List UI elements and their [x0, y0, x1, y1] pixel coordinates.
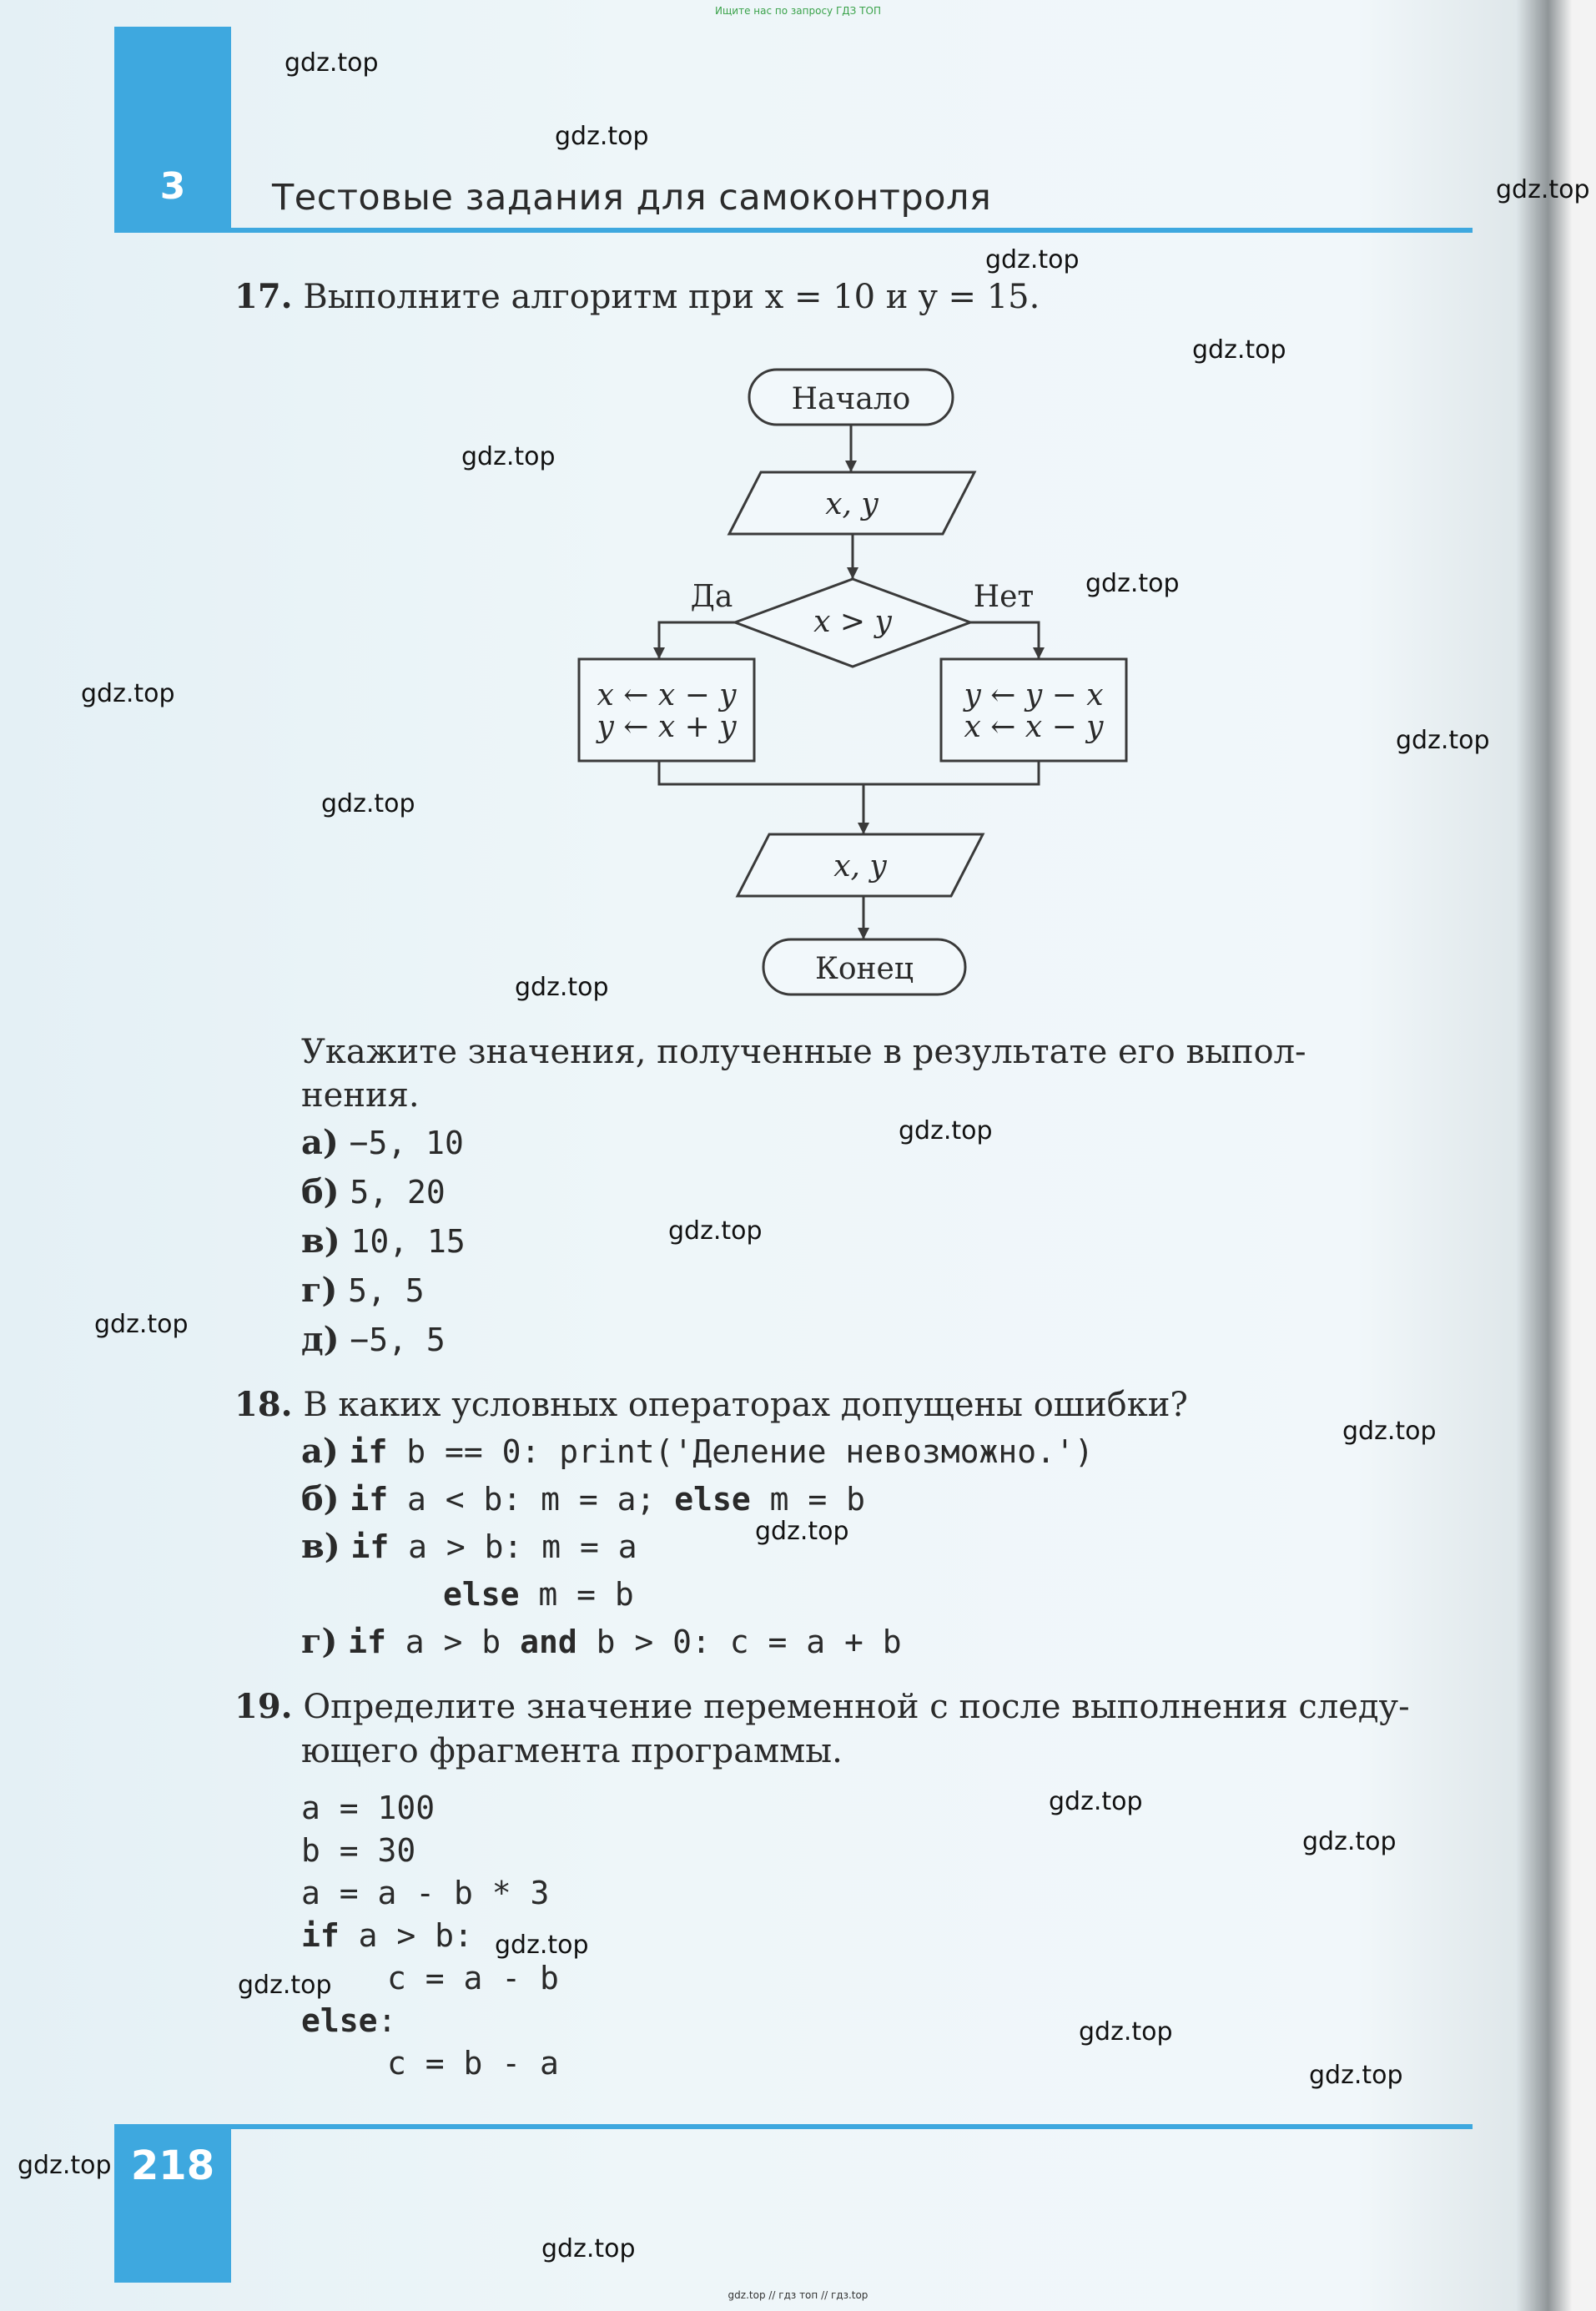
q18-heading — [234, 1385, 1188, 1425]
code-line: if a > b: — [301, 1917, 473, 1954]
option-value: 5, 5 — [348, 1272, 425, 1309]
watermark: gdz.top — [668, 1216, 763, 1246]
flowchart-condition-label: x > y — [813, 605, 892, 639]
option-letter: г) — [301, 1271, 338, 1310]
watermark: gdz.top — [238, 1971, 332, 2000]
q19-number: 19. — [234, 1687, 293, 1726]
q18-option-c-else — [443, 1574, 634, 1614]
watermark: gdz.top — [1496, 175, 1590, 204]
watermark: gdz.top — [555, 122, 649, 151]
code: if a > b: m = a — [350, 1528, 637, 1565]
code: else m = b — [443, 1576, 634, 1613]
watermark: gdz.top — [1302, 1827, 1397, 1856]
q17-option-e — [301, 1320, 446, 1360]
watermark: gdz.top — [321, 789, 415, 818]
option-value: 10, 15 — [350, 1223, 466, 1260]
q17-prompt-line1: Укажите значения, полученные в результате его выпол- — [301, 1033, 1307, 1071]
flowchart-end-label: Конец — [815, 952, 914, 986]
code-line: b = 30 — [301, 1832, 416, 1869]
code-line: c = b - a — [387, 2045, 559, 2082]
q19-text-line2: ющего фрагмента программы. — [301, 1732, 843, 1770]
code-line: c = a - b — [387, 1960, 559, 1996]
flowchart-yes-line1: x ← x − y — [597, 678, 737, 712]
option-letter: д) — [301, 1320, 340, 1359]
q18-option-a — [301, 1432, 1094, 1472]
q19-text-line1: Определите значение переменной c после выполнения следу- — [303, 1688, 1410, 1726]
flowchart-no-label: Нет — [973, 580, 1035, 614]
top-note: Ищите нас по запросу ГДЗ ТОП — [715, 5, 881, 17]
q17-option-c — [301, 1221, 466, 1261]
watermark: gdz.top — [81, 679, 175, 708]
watermark: gdz.top — [18, 2151, 112, 2180]
section-number: 3 — [159, 165, 186, 208]
option-value: −5, 5 — [350, 1322, 446, 1358]
flowchart-yes-label: Да — [690, 580, 733, 614]
flowchart-start-label: Начало — [791, 382, 911, 416]
watermark: gdz.top — [94, 1310, 189, 1339]
page-number-tab — [114, 2124, 231, 2283]
code: if b == 0: print('Деление невозможно.') — [349, 1433, 1094, 1470]
watermark: gdz.top — [1309, 2061, 1403, 2090]
flowchart-no-line1: y ← y − x — [964, 678, 1104, 712]
option-letter: а) — [301, 1123, 339, 1162]
flowchart-output-label: x, y — [833, 849, 887, 884]
watermark: gdz.top — [515, 973, 609, 1002]
flowchart-input-label: x, y — [825, 487, 879, 521]
watermark: gdz.top — [1085, 569, 1180, 598]
watermark: gdz.top — [1192, 335, 1286, 365]
code: if a > b and b > 0: c = a + b — [348, 1624, 902, 1660]
option-letter: г) — [301, 1622, 338, 1661]
code-line: else: — [301, 2002, 397, 2039]
q18-number: 18. — [234, 1385, 293, 1424]
q17-option-b — [301, 1172, 446, 1212]
watermark: gdz.top — [1396, 726, 1490, 755]
q17-number: 17. — [234, 277, 293, 316]
q18-option-c — [301, 1527, 637, 1567]
watermark: gdz.top — [541, 2234, 636, 2263]
q17-text: Выполните алгоритм при x = 10 и y = 15. — [303, 278, 1040, 316]
q17-prompt-line2: нения. — [301, 1076, 420, 1115]
watermark: gdz.top — [495, 1931, 589, 1960]
option-value: 5, 20 — [350, 1174, 446, 1211]
footer-divider — [114, 2124, 1473, 2129]
option-letter: б) — [301, 1479, 340, 1518]
code-line: a = a - b * 3 — [301, 1875, 550, 1911]
watermark: gdz.top — [1079, 2017, 1173, 2047]
flowchart-yes-line2: y ← x + y — [597, 710, 737, 744]
code-line: a = 100 — [301, 1790, 436, 1826]
watermark: gdz.top — [899, 1116, 993, 1145]
watermark: gdz.top — [1049, 1787, 1143, 1816]
q18-text: В каких условных операторах допущены ошибки? — [303, 1386, 1188, 1424]
option-letter: б) — [301, 1172, 340, 1211]
watermark: gdz.top — [1342, 1417, 1437, 1446]
option-value: −5, 10 — [349, 1125, 464, 1161]
q17-option-d — [301, 1271, 425, 1311]
q18-option-b — [301, 1479, 865, 1519]
q18-option-d — [301, 1622, 902, 1662]
q17-option-a — [301, 1123, 464, 1163]
watermark: gdz.top — [284, 48, 379, 78]
watermark: gdz.top — [985, 245, 1080, 274]
watermark: gdz.top — [461, 442, 556, 471]
watermark: gdz.top — [755, 1517, 849, 1546]
option-letter: а) — [301, 1432, 339, 1471]
page-title: Тестовые задания для самоконтроля — [272, 177, 992, 219]
bottom-note: gdz.top // гдз топ // гдз.top — [728, 2289, 868, 2301]
flowchart-no-line2: x ← x − y — [964, 710, 1104, 744]
option-letter: в) — [301, 1221, 340, 1261]
option-letter: в) — [301, 1527, 340, 1566]
page-number: 218 — [130, 2142, 215, 2189]
q19-heading — [234, 1687, 1410, 1727]
code: if a < b: m = a; else m = b — [350, 1481, 866, 1518]
